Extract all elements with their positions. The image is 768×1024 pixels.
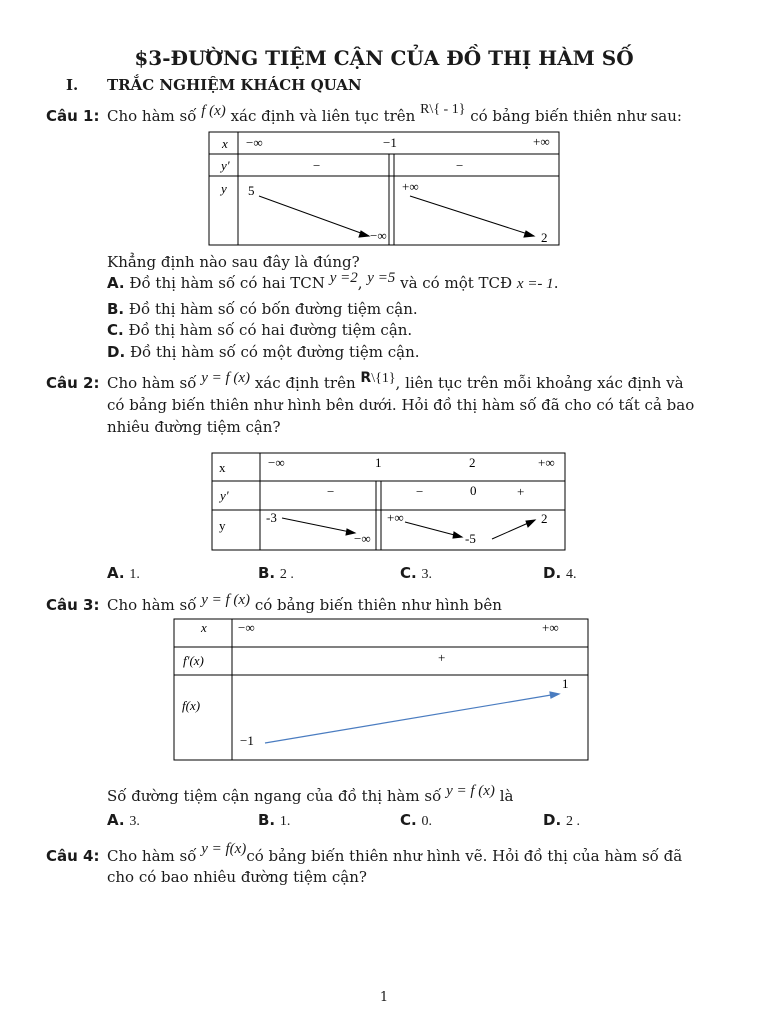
- q2-text-3: , liên tục trên mỗi khoảng xác định và: [395, 374, 684, 392]
- q3-answer-b-value: 1.: [279, 814, 291, 829]
- q2-answer-d-value: 4.: [565, 567, 577, 582]
- q4-function: y = f(x): [201, 841, 247, 857]
- q2-answer-a-value: 1.: [129, 567, 140, 582]
- q1-t-yp: y': [221, 158, 230, 173]
- q1-t-minus1: −: [313, 158, 321, 173]
- q3-prompt: [107, 785, 513, 808]
- q2-domain-rest: \{1}: [371, 371, 396, 386]
- q2-answer-a-letter: A.: [107, 564, 125, 582]
- q3-t-ym1: −1: [240, 733, 254, 748]
- q3-text-2: có bảng biến thiên như hình bên: [254, 596, 502, 614]
- q2-answer-b-value: 2 .: [279, 567, 294, 582]
- q2-statement-line3: nhiêu đường tiệm cận?: [107, 418, 281, 436]
- q1-option-a-comma: ,: [357, 274, 363, 292]
- q2-t-yp: y': [220, 488, 229, 503]
- q2-answer-c-letter: C.: [400, 564, 417, 582]
- q3-t-y1: 1: [562, 676, 569, 691]
- q1-t-minus2: −: [456, 158, 464, 173]
- q3-answer-d-letter: D.: [543, 811, 562, 829]
- q4-text-1: Cho hàm số: [107, 847, 197, 865]
- q2-label: Câu 2:: [46, 374, 100, 392]
- section-heading: TRẮC NGHIỆM KHÁCH QUAN: [107, 76, 362, 94]
- q2-t-zero: 0: [470, 483, 477, 498]
- q1-t-neginf: −∞: [246, 135, 263, 150]
- q3-answer-d-value: 2 .: [565, 814, 580, 829]
- q2-text-1: Cho hàm số: [107, 374, 197, 392]
- q1-t-x: x: [222, 136, 228, 151]
- q3-t-fp: f′(x): [183, 653, 204, 668]
- q1-option-a-m3: x =- 1: [516, 276, 554, 292]
- q2-function: y = f (x): [201, 370, 251, 386]
- q2-answer-b-letter: B.: [258, 564, 276, 582]
- page-number: 1: [379, 990, 389, 1005]
- q1-option-b-letter: B.: [107, 300, 125, 318]
- q3-t-plus: +: [438, 650, 446, 665]
- q2-answer-d-letter: D.: [543, 564, 562, 582]
- q1-text-2: xác định và liên tục trên: [230, 107, 416, 125]
- q3-answer-d: [543, 809, 580, 833]
- q3-answer-c-value: 0.: [421, 814, 432, 829]
- q1-domain: R\{ - 1}: [420, 102, 466, 117]
- q1-t-yneginf: −∞: [370, 228, 387, 243]
- q3-answer-a: [107, 809, 140, 833]
- q1-option-d-text: Đồ thị hàm số có một đường tiệm cận.: [129, 343, 420, 361]
- q3-prompt-a: Số đường tiệm cận ngang của đồ thị hàm số: [107, 787, 442, 805]
- q2-t-two: 2: [469, 455, 476, 470]
- q1-option-b-text: Đồ thị hàm số có bốn đường tiệm cận.: [128, 300, 418, 318]
- q1-text-3: có bảng biến thiên như sau:: [470, 107, 682, 125]
- q3-answer-c-letter: C.: [400, 811, 417, 829]
- q1-option-c-text: Đồ thị hàm số có hai đường tiệm cận.: [128, 321, 413, 339]
- q3-table-border: [174, 619, 588, 760]
- q1-text-1: Cho hàm số: [107, 107, 197, 125]
- q1-option-d-letter: D.: [107, 343, 126, 361]
- q3-t-fx: f(x): [182, 698, 201, 713]
- q3-answer-a-value: 3.: [129, 814, 140, 829]
- q3-function: y = f (x): [201, 592, 251, 608]
- q4-statement-line1: [107, 841, 683, 868]
- q3-arrow-up: [265, 694, 557, 743]
- q3-answer-c: [400, 809, 432, 833]
- q3-prompt-b: là: [499, 787, 514, 805]
- q2-text-2: xác định trên: [254, 374, 356, 392]
- q4-label: Câu 4:: [46, 847, 100, 865]
- q1-option-a-m2: y =5: [367, 270, 396, 286]
- q4-statement-line2: cho có bao nhiêu đường tiệm cận?: [107, 868, 367, 886]
- q3-t-neginf: −∞: [238, 620, 255, 635]
- q4-text-2: có bảng biến thiên như hình vẽ. Hỏi đồ thị của hàm số đã: [246, 847, 683, 865]
- q3-t-posinf: +∞: [542, 620, 559, 635]
- q1-option-a-text: Đồ thị hàm số có hai TCN: [129, 274, 325, 292]
- q2-t-x: x: [219, 460, 226, 475]
- q1-t-m1: −1: [383, 135, 397, 150]
- q2-t-ym5: -5: [465, 531, 476, 546]
- q2-t-one: 1: [375, 455, 382, 470]
- q1-option-a-end: .: [553, 274, 559, 292]
- q2-t-neginf: −∞: [268, 455, 285, 470]
- q3-answer-b: [258, 809, 290, 833]
- page-title: $3-ĐƯỜNG TIỆM CẬN CỦA ĐỒ THỊ HÀM SỐ: [134, 46, 634, 70]
- q2-t-yneginf: −∞: [354, 531, 371, 546]
- q3-prompt-function: y = f (x): [446, 783, 495, 799]
- q1-option-c-letter: C.: [107, 321, 124, 339]
- q3-label: Câu 3:: [46, 596, 100, 614]
- q2-statement-line2: có bảng biến thiên như hình bên dưới. Hỏi đồ thị hàm số đã cho có tất cả bao: [107, 396, 695, 414]
- q2-t-s1: −: [327, 484, 335, 499]
- q2-domain-r: R: [360, 370, 372, 386]
- q1-prompt: Khẳng định nào sau đây là đúng?: [107, 253, 360, 271]
- q1-label: Câu 1:: [46, 107, 100, 125]
- q2-t-ym3: -3: [266, 510, 277, 525]
- q2-t-s2: −: [416, 484, 424, 499]
- q1-option-a-m1: y =2: [329, 270, 358, 286]
- q1-t-y2: 2: [541, 230, 548, 245]
- q1-t-posinf: +∞: [533, 134, 550, 149]
- q3-answer-b-letter: B.: [258, 811, 276, 829]
- q1-t-y5: 5: [248, 183, 255, 198]
- q3-text-1: Cho hàm số: [107, 596, 197, 614]
- q1-t-y: y: [221, 181, 227, 196]
- q1-function: f (x): [201, 103, 226, 119]
- q2-answer-c-value: 3.: [421, 567, 432, 582]
- q2-t-posinf: +∞: [538, 455, 555, 470]
- q1-option-a-letter: A.: [107, 274, 125, 292]
- q1-option-a-text2: và có một TCĐ: [400, 274, 513, 292]
- q2-t-y2: 2: [541, 511, 548, 526]
- q3-t-x: x: [201, 620, 207, 635]
- section-number: I.: [66, 76, 79, 94]
- q2-t-y: y: [219, 518, 226, 533]
- q3-answer-a-letter: A.: [107, 811, 125, 829]
- q1-t-ypinf: +∞: [402, 179, 419, 194]
- q2-t-s3: +: [517, 484, 525, 499]
- q3-arrowhead: [550, 692, 559, 698]
- q2-t-ypinf: +∞: [387, 510, 404, 525]
